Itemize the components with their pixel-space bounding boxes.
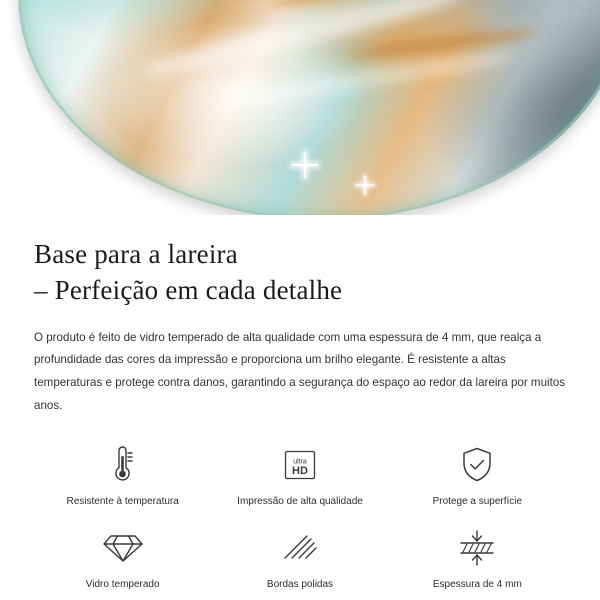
feature-grid <box>34 439 566 591</box>
thickness-arrows-icon <box>456 526 498 570</box>
feature-label: Protege a superfície <box>432 496 523 508</box>
feature-label: Vidro temperado <box>85 579 160 591</box>
svg-text:HD: HD <box>292 465 308 478</box>
svg-text:ultra: ultra <box>293 458 307 466</box>
description-paragraph: O produto é feito de vidro temperado de alta qualidade com uma espessura de 4 mm, que realça a profundidade das cores da impressão e proporciona um brilho elegante. É resistente a altas temperaturas e protege contra danos, garantindo a segurança do espaço ao redor da lareira por muitos anos. <box>34 330 566 412</box>
feature-item <box>211 522 388 591</box>
feature-item <box>211 439 388 508</box>
feature-label: Impressão de alta qualidade <box>237 496 363 508</box>
ultra-hd-icon <box>280 443 320 487</box>
hero-image <box>0 0 600 215</box>
headline-line-2: – Perfeição em cada detalhe <box>34 274 343 305</box>
feature-item <box>34 439 211 508</box>
feature-item <box>389 439 566 508</box>
page-title <box>34 237 566 309</box>
feature-label: Espessura de 4 mm <box>432 579 522 591</box>
headline-line-1: Base para a lareira <box>34 239 238 269</box>
feature-item <box>389 522 566 591</box>
shield-check-icon <box>458 443 496 487</box>
polished-edges-icon <box>280 526 320 570</box>
feature-label: Bordas polidas <box>266 579 334 591</box>
glass-disc-image <box>18 0 600 215</box>
thermometer-icon <box>106 443 140 487</box>
content-area <box>0 237 600 591</box>
feature-item <box>34 522 211 591</box>
diamond-icon <box>102 526 144 570</box>
feature-label: Resistente à temperatura <box>66 496 179 508</box>
